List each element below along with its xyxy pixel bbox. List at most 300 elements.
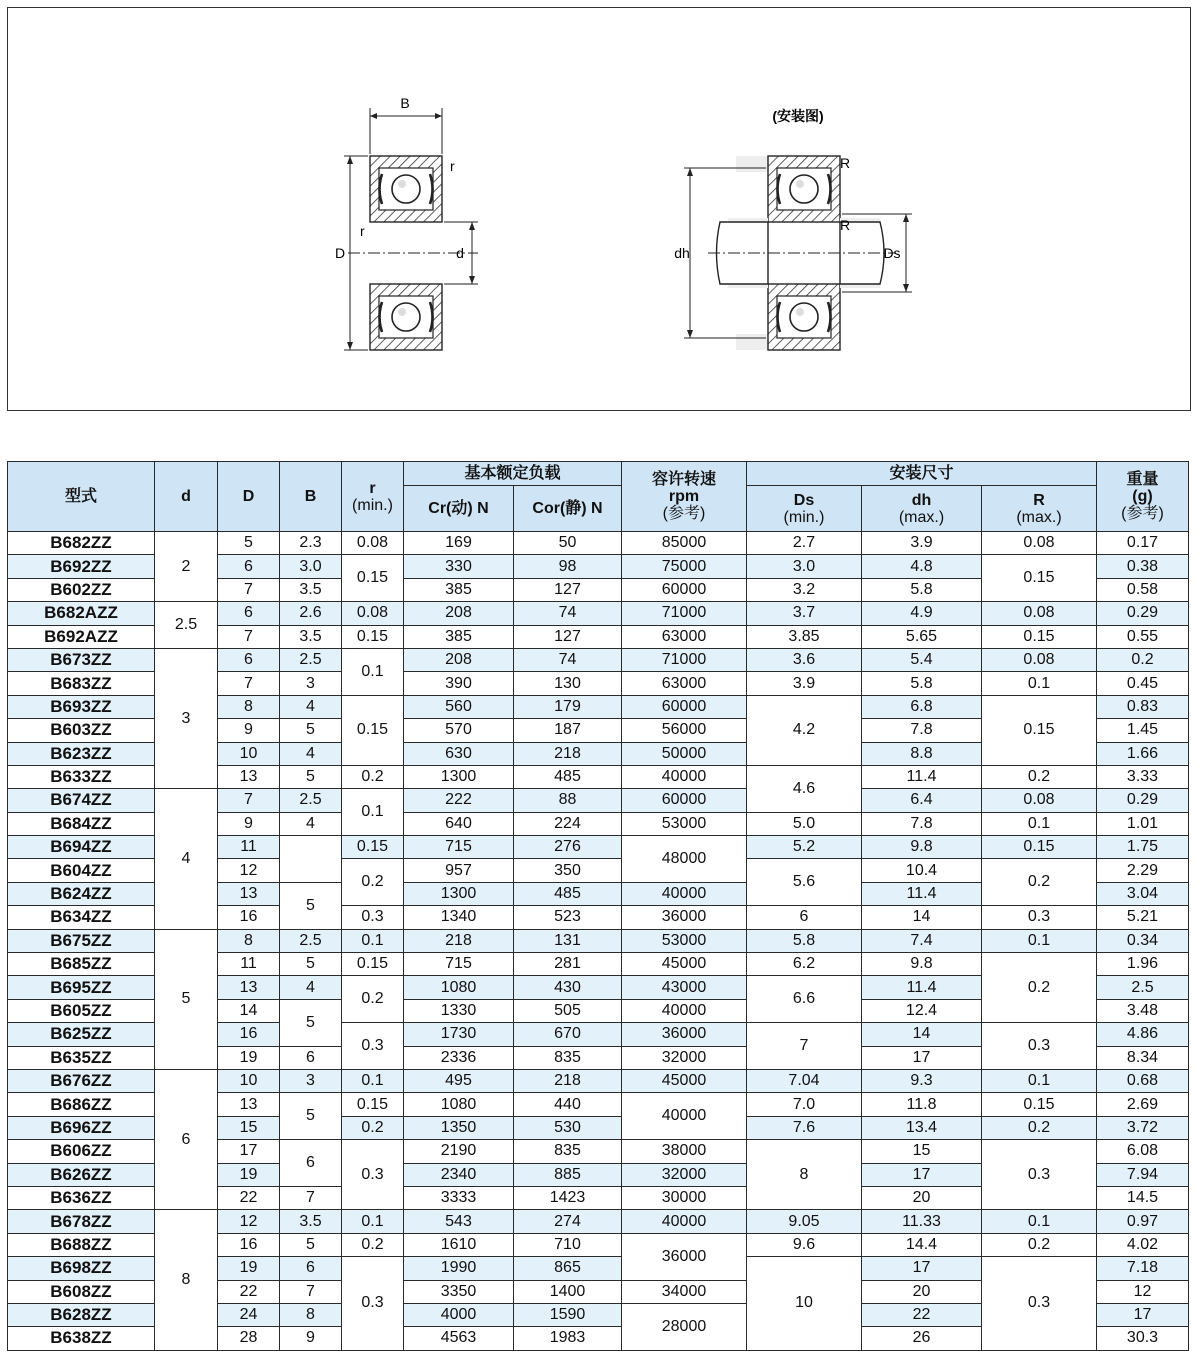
header-dh: dh (max.) (862, 486, 982, 532)
cell-w: 6.08 (1097, 1140, 1189, 1163)
cell-rpm: 38000 (622, 1140, 747, 1163)
cell-r: 0.1 (342, 929, 404, 952)
cell-R: 0.1 (982, 672, 1097, 695)
cell-r: 0.2 (342, 1233, 404, 1256)
cell-model: B674ZZ (8, 789, 155, 812)
cell-rpm: 32000 (622, 1163, 747, 1186)
cell-cor: 485 (514, 765, 622, 788)
cell-D: 6 (218, 602, 280, 625)
cell-model: B628ZZ (8, 1303, 155, 1326)
cell-D: 12 (218, 859, 280, 882)
cell-w: 0.83 (1097, 695, 1189, 718)
cell-rpm: 28000 (622, 1303, 747, 1350)
cell-w: 14.5 (1097, 1186, 1189, 1209)
cell-w: 0.58 (1097, 578, 1189, 601)
cell-rpm: 40000 (622, 1093, 747, 1140)
cell-cr: 2340 (404, 1163, 514, 1186)
cell-dh: 13.4 (862, 1116, 982, 1139)
cell-R: 0.3 (982, 906, 1097, 929)
cell-r: 0.08 (342, 602, 404, 625)
cell-model: B695ZZ (8, 976, 155, 999)
header-cr: Cr(动) N (404, 486, 514, 532)
cell-cr: 1080 (404, 1093, 514, 1116)
cell-model: B686ZZ (8, 1093, 155, 1116)
cell-ds: 6.6 (747, 976, 862, 1023)
cell-model: B684ZZ (8, 812, 155, 835)
cell-rpm: 71000 (622, 602, 747, 625)
cell-r: 0.3 (342, 906, 404, 929)
cell-B: 3.5 (280, 1210, 342, 1233)
header-D: D (218, 462, 280, 532)
cell-dh: 9.8 (862, 836, 982, 859)
cell-cr: 1990 (404, 1257, 514, 1280)
cell-D: 5 (218, 532, 280, 555)
cell-B: 5 (280, 882, 342, 929)
cell-dh: 9.8 (862, 953, 982, 976)
cell-w: 2.5 (1097, 976, 1189, 999)
header-B: B (280, 462, 342, 532)
cell-r: 0.08 (342, 532, 404, 555)
cell-dh: 12.4 (862, 999, 982, 1022)
cell-rpm: 45000 (622, 1069, 747, 1092)
cell-w: 1.75 (1097, 836, 1189, 859)
cell-ds: 7.04 (747, 1069, 862, 1092)
cell-D: 28 (218, 1327, 280, 1350)
cell-cor: 281 (514, 953, 622, 976)
cell-d: 5 (155, 929, 218, 1069)
cell-w: 5.21 (1097, 906, 1189, 929)
cell-model: B635ZZ (8, 1046, 155, 1069)
bearing-diagram (8, 8, 1192, 412)
cell-cor: 218 (514, 742, 622, 765)
cell-rpm: 60000 (622, 789, 747, 812)
label-r-top: r (450, 158, 455, 174)
cell-model: B693ZZ (8, 695, 155, 718)
cell-D: 9 (218, 719, 280, 742)
cell-cr: 208 (404, 602, 514, 625)
cell-r: 0.1 (342, 1069, 404, 1092)
cell-w: 30.3 (1097, 1327, 1189, 1350)
cell-d: 8 (155, 1210, 218, 1350)
cell-R: 0.08 (982, 602, 1097, 625)
cell-r: 0.15 (342, 836, 404, 859)
cell-D: 13 (218, 1093, 280, 1116)
cell-cr: 1300 (404, 882, 514, 905)
cell-cor: 74 (514, 648, 622, 671)
cell-rpm: 56000 (622, 719, 747, 742)
cell-model: B605ZZ (8, 999, 155, 1022)
cell-ds: 5.0 (747, 812, 862, 835)
cell-dh: 11.8 (862, 1093, 982, 1116)
cell-rpm: 75000 (622, 555, 747, 578)
cell-w: 0.68 (1097, 1069, 1189, 1092)
cell-B: 4 (280, 695, 342, 718)
cell-B: 3 (280, 672, 342, 695)
cell-cr: 1610 (404, 1233, 514, 1256)
header-weight: 重量 (g) (参考) (1097, 462, 1189, 532)
cell-B: 2.5 (280, 929, 342, 952)
table-row (8, 1069, 1189, 1092)
cell-ds: 3.0 (747, 555, 862, 578)
cell-model: B636ZZ (8, 1186, 155, 1209)
label-r-side: r (360, 223, 365, 239)
header-r: r (min.) (342, 462, 404, 532)
cell-B (280, 836, 342, 883)
label-B: B (400, 95, 410, 111)
cell-cor: 835 (514, 1140, 622, 1163)
cell-dh: 20 (862, 1280, 982, 1303)
cell-D: 10 (218, 742, 280, 765)
header-mount-group: 安装尺寸 (747, 462, 1097, 486)
cell-R: 0.2 (982, 765, 1097, 788)
cell-dh: 15 (862, 1140, 982, 1163)
cell-r: 0.3 (342, 1023, 404, 1070)
cell-cr: 330 (404, 555, 514, 578)
header-d: d (155, 462, 218, 532)
table-row (8, 1210, 1189, 1233)
cell-dh: 7.8 (862, 812, 982, 835)
cell-ds: 5.2 (747, 836, 862, 859)
cell-cor: 1983 (514, 1327, 622, 1350)
cell-model: B683ZZ (8, 672, 155, 695)
cell-cr: 1350 (404, 1116, 514, 1139)
cell-cr: 1730 (404, 1023, 514, 1046)
cell-rpm: 60000 (622, 695, 747, 718)
cell-rpm: 60000 (622, 578, 747, 601)
cell-ds: 5.6 (747, 859, 862, 906)
cell-dh: 8.8 (862, 742, 982, 765)
cell-cr: 218 (404, 929, 514, 952)
cell-cor: 530 (514, 1116, 622, 1139)
cell-R: 0.1 (982, 929, 1097, 952)
cell-w: 2.69 (1097, 1093, 1189, 1116)
cell-model: B682AZZ (8, 602, 155, 625)
cell-cor: 187 (514, 719, 622, 742)
header-R: R (max.) (982, 486, 1097, 532)
cell-cor: 523 (514, 906, 622, 929)
cell-rpm: 45000 (622, 953, 747, 976)
cell-dh: 11.4 (862, 976, 982, 999)
cell-rpm: 40000 (622, 999, 747, 1022)
cell-cor: 274 (514, 1210, 622, 1233)
cell-dh: 3.9 (862, 532, 982, 555)
cell-ds: 3.85 (747, 625, 862, 648)
cell-model: B698ZZ (8, 1257, 155, 1280)
cell-r: 0.1 (342, 648, 404, 695)
cell-cr: 208 (404, 648, 514, 671)
cell-B: 3.5 (280, 578, 342, 601)
cell-cor: 505 (514, 999, 622, 1022)
cell-dh: 14 (862, 906, 982, 929)
cell-model: B608ZZ (8, 1280, 155, 1303)
cell-w: 1.01 (1097, 812, 1189, 835)
cell-cr: 3333 (404, 1186, 514, 1209)
cell-D: 12 (218, 1210, 280, 1233)
spec-table-body (8, 532, 1189, 1351)
cell-w: 1.96 (1097, 953, 1189, 976)
cell-dh: 26 (862, 1327, 982, 1350)
cell-model: B626ZZ (8, 1163, 155, 1186)
cell-rpm: 34000 (622, 1280, 747, 1303)
mounting-section (684, 156, 912, 350)
cell-r: 0.1 (342, 1210, 404, 1233)
cell-B: 5 (280, 765, 342, 788)
cell-cor: 127 (514, 625, 622, 648)
cell-d: 2.5 (155, 602, 218, 649)
table-row (8, 648, 1189, 671)
cell-D: 9 (218, 812, 280, 835)
cell-w: 0.38 (1097, 555, 1189, 578)
cell-dh: 5.8 (862, 672, 982, 695)
cell-ds: 6 (747, 906, 862, 929)
cell-r: 0.1 (342, 789, 404, 836)
cell-cr: 4000 (404, 1303, 514, 1326)
cell-D: 14 (218, 999, 280, 1022)
cell-cor: 218 (514, 1069, 622, 1092)
cell-cor: 179 (514, 695, 622, 718)
cell-cor: 131 (514, 929, 622, 952)
cell-cor: 670 (514, 1023, 622, 1046)
cell-ds: 8 (747, 1140, 862, 1210)
cell-ds: 3.6 (747, 648, 862, 671)
header-load-group: 基本额定负载 (404, 462, 622, 486)
cell-w: 0.55 (1097, 625, 1189, 648)
cell-model: B604ZZ (8, 859, 155, 882)
cell-cor: 130 (514, 672, 622, 695)
cell-rpm: 36000 (622, 1023, 747, 1046)
cell-B: 2.6 (280, 602, 342, 625)
cell-model: B625ZZ (8, 1023, 155, 1046)
cell-model: B682ZZ (8, 532, 155, 555)
cell-B: 4 (280, 742, 342, 765)
cell-rpm: 40000 (622, 765, 747, 788)
cell-rpm: 85000 (622, 532, 747, 555)
cell-dh: 11.4 (862, 765, 982, 788)
cell-D: 19 (218, 1163, 280, 1186)
cell-r: 0.2 (342, 859, 404, 906)
cell-B: 7 (280, 1280, 342, 1303)
cell-r: 0.15 (342, 555, 404, 602)
cell-D: 11 (218, 953, 280, 976)
cell-model: B623ZZ (8, 742, 155, 765)
cell-d: 4 (155, 789, 218, 929)
cell-model: B606ZZ (8, 1140, 155, 1163)
cell-d: 3 (155, 648, 218, 788)
table-row (8, 602, 1189, 625)
cell-rpm: 53000 (622, 812, 747, 835)
cell-cor: 1590 (514, 1303, 622, 1326)
cell-B: 8 (280, 1303, 342, 1326)
cell-B: 5 (280, 953, 342, 976)
cell-dh: 14.4 (862, 1233, 982, 1256)
cell-w: 8.34 (1097, 1046, 1189, 1069)
cell-w: 3.48 (1097, 999, 1189, 1022)
cell-w: 0.2 (1097, 648, 1189, 671)
diagram-panel (7, 7, 1191, 411)
label-d: d (456, 245, 464, 261)
cell-model: B678ZZ (8, 1210, 155, 1233)
cell-model: B692AZZ (8, 625, 155, 648)
cell-D: 7 (218, 578, 280, 601)
cell-w: 0.29 (1097, 602, 1189, 625)
cell-rpm: 30000 (622, 1186, 747, 1209)
cell-D: 8 (218, 929, 280, 952)
cell-model: B685ZZ (8, 953, 155, 976)
cell-cr: 495 (404, 1069, 514, 1092)
cell-cr: 385 (404, 578, 514, 601)
cell-rpm: 63000 (622, 625, 747, 648)
header-model: 型式 (8, 462, 155, 532)
cell-cor: 98 (514, 555, 622, 578)
cell-cr: 2190 (404, 1140, 514, 1163)
cell-ds: 6.2 (747, 953, 862, 976)
cell-cr: 640 (404, 812, 514, 835)
cell-rpm: 40000 (622, 1210, 747, 1233)
cell-D: 7 (218, 625, 280, 648)
cell-R: 0.1 (982, 812, 1097, 835)
cell-cr: 3350 (404, 1280, 514, 1303)
cell-cor: 88 (514, 789, 622, 812)
cell-ds: 10 (747, 1257, 862, 1351)
cell-r: 0.2 (342, 765, 404, 788)
cell-w: 7.18 (1097, 1257, 1189, 1280)
cell-w: 0.29 (1097, 789, 1189, 812)
label-R-top: R (840, 155, 851, 171)
cell-model: B673ZZ (8, 648, 155, 671)
cell-B: 7 (280, 1186, 342, 1209)
cell-dh: 5.4 (862, 648, 982, 671)
cell-cor: 350 (514, 859, 622, 882)
cell-ds: 3.7 (747, 602, 862, 625)
cell-B: 6 (280, 1257, 342, 1280)
cell-cor: 710 (514, 1233, 622, 1256)
cell-model: B603ZZ (8, 719, 155, 742)
cell-r: 0.3 (342, 1140, 404, 1210)
cell-w: 0.97 (1097, 1210, 1189, 1233)
cell-D: 13 (218, 976, 280, 999)
header-speed: 容许转速 rpm (参考) (622, 462, 747, 532)
cell-model: B602ZZ (8, 578, 155, 601)
cell-r: 0.3 (342, 1257, 404, 1351)
cell-w: 0.17 (1097, 532, 1189, 555)
cell-D: 19 (218, 1046, 280, 1069)
cell-cor: 885 (514, 1163, 622, 1186)
cell-w: 2.29 (1097, 859, 1189, 882)
cell-cr: 1340 (404, 906, 514, 929)
cell-model: B692ZZ (8, 555, 155, 578)
cell-B: 4 (280, 812, 342, 835)
cell-rpm: 48000 (622, 836, 747, 883)
cell-D: 24 (218, 1303, 280, 1326)
cell-R: 0.1 (982, 1210, 1097, 1233)
header-ds: Ds (min.) (747, 486, 862, 532)
cell-ds: 3.9 (747, 672, 862, 695)
cell-dh: 5.65 (862, 625, 982, 648)
cell-D: 16 (218, 1023, 280, 1046)
cell-model: B638ZZ (8, 1327, 155, 1350)
cell-model: B634ZZ (8, 906, 155, 929)
cell-dh: 22 (862, 1303, 982, 1326)
bearing-spec-table (7, 461, 1189, 1351)
cell-dh: 17 (862, 1257, 982, 1280)
table-row (8, 789, 1189, 812)
cell-cor: 485 (514, 882, 622, 905)
cell-dh: 14 (862, 1023, 982, 1046)
cell-D: 16 (218, 906, 280, 929)
cell-ds: 4.6 (747, 765, 862, 812)
cell-dh: 5.8 (862, 578, 982, 601)
cell-D: 15 (218, 1116, 280, 1139)
cell-ds: 5.8 (747, 929, 862, 952)
cell-B: 3 (280, 1069, 342, 1092)
cell-cor: 865 (514, 1257, 622, 1280)
cell-cr: 169 (404, 532, 514, 555)
cell-model: B633ZZ (8, 765, 155, 788)
cell-cr: 570 (404, 719, 514, 742)
cell-cr: 630 (404, 742, 514, 765)
cell-w: 3.33 (1097, 765, 1189, 788)
cell-rpm: 53000 (622, 929, 747, 952)
cell-R: 0.2 (982, 953, 1097, 1023)
cell-B: 5 (280, 1093, 342, 1140)
label-R-mid: R (840, 217, 851, 233)
cell-R: 0.15 (982, 695, 1097, 765)
cell-r: 0.15 (342, 625, 404, 648)
cell-D: 13 (218, 882, 280, 905)
mount-caption: (安装图) (772, 108, 824, 124)
cell-dh: 20 (862, 1186, 982, 1209)
cell-cr: 1080 (404, 976, 514, 999)
label-Ds: Ds (883, 245, 901, 261)
cell-dh: 17 (862, 1163, 982, 1186)
cell-B: 4 (280, 976, 342, 999)
cell-B: 5 (280, 719, 342, 742)
cell-ds: 9.6 (747, 1233, 862, 1256)
label-dh: dh (674, 245, 690, 261)
cell-B: 9 (280, 1327, 342, 1350)
cell-R: 0.3 (982, 1023, 1097, 1070)
table-row (8, 929, 1189, 952)
cell-D: 10 (218, 1069, 280, 1092)
cell-w: 7.94 (1097, 1163, 1189, 1186)
cell-rpm: 43000 (622, 976, 747, 999)
label-D: D (334, 245, 346, 261)
cell-model: B675ZZ (8, 929, 155, 952)
cell-B: 3.0 (280, 555, 342, 578)
cell-dh: 6.8 (862, 695, 982, 718)
cell-R: 0.15 (982, 555, 1097, 602)
cell-D: 22 (218, 1280, 280, 1303)
cell-ds: 7 (747, 1023, 862, 1070)
cell-cor: 276 (514, 836, 622, 859)
cell-R: 0.1 (982, 1069, 1097, 1092)
cell-model: B676ZZ (8, 1069, 155, 1092)
cell-B: 5 (280, 999, 342, 1046)
cell-w: 3.04 (1097, 882, 1189, 905)
cell-rpm: 63000 (622, 672, 747, 695)
cell-B: 2.5 (280, 648, 342, 671)
cell-ds: 7.6 (747, 1116, 862, 1139)
cell-R: 0.2 (982, 859, 1097, 906)
cell-D: 7 (218, 672, 280, 695)
cell-D: 16 (218, 1233, 280, 1256)
cell-D: 19 (218, 1257, 280, 1280)
cell-d: 6 (155, 1069, 218, 1209)
table-row (8, 532, 1189, 555)
cell-D: 7 (218, 789, 280, 812)
cell-rpm: 50000 (622, 742, 747, 765)
cell-R: 0.08 (982, 648, 1097, 671)
